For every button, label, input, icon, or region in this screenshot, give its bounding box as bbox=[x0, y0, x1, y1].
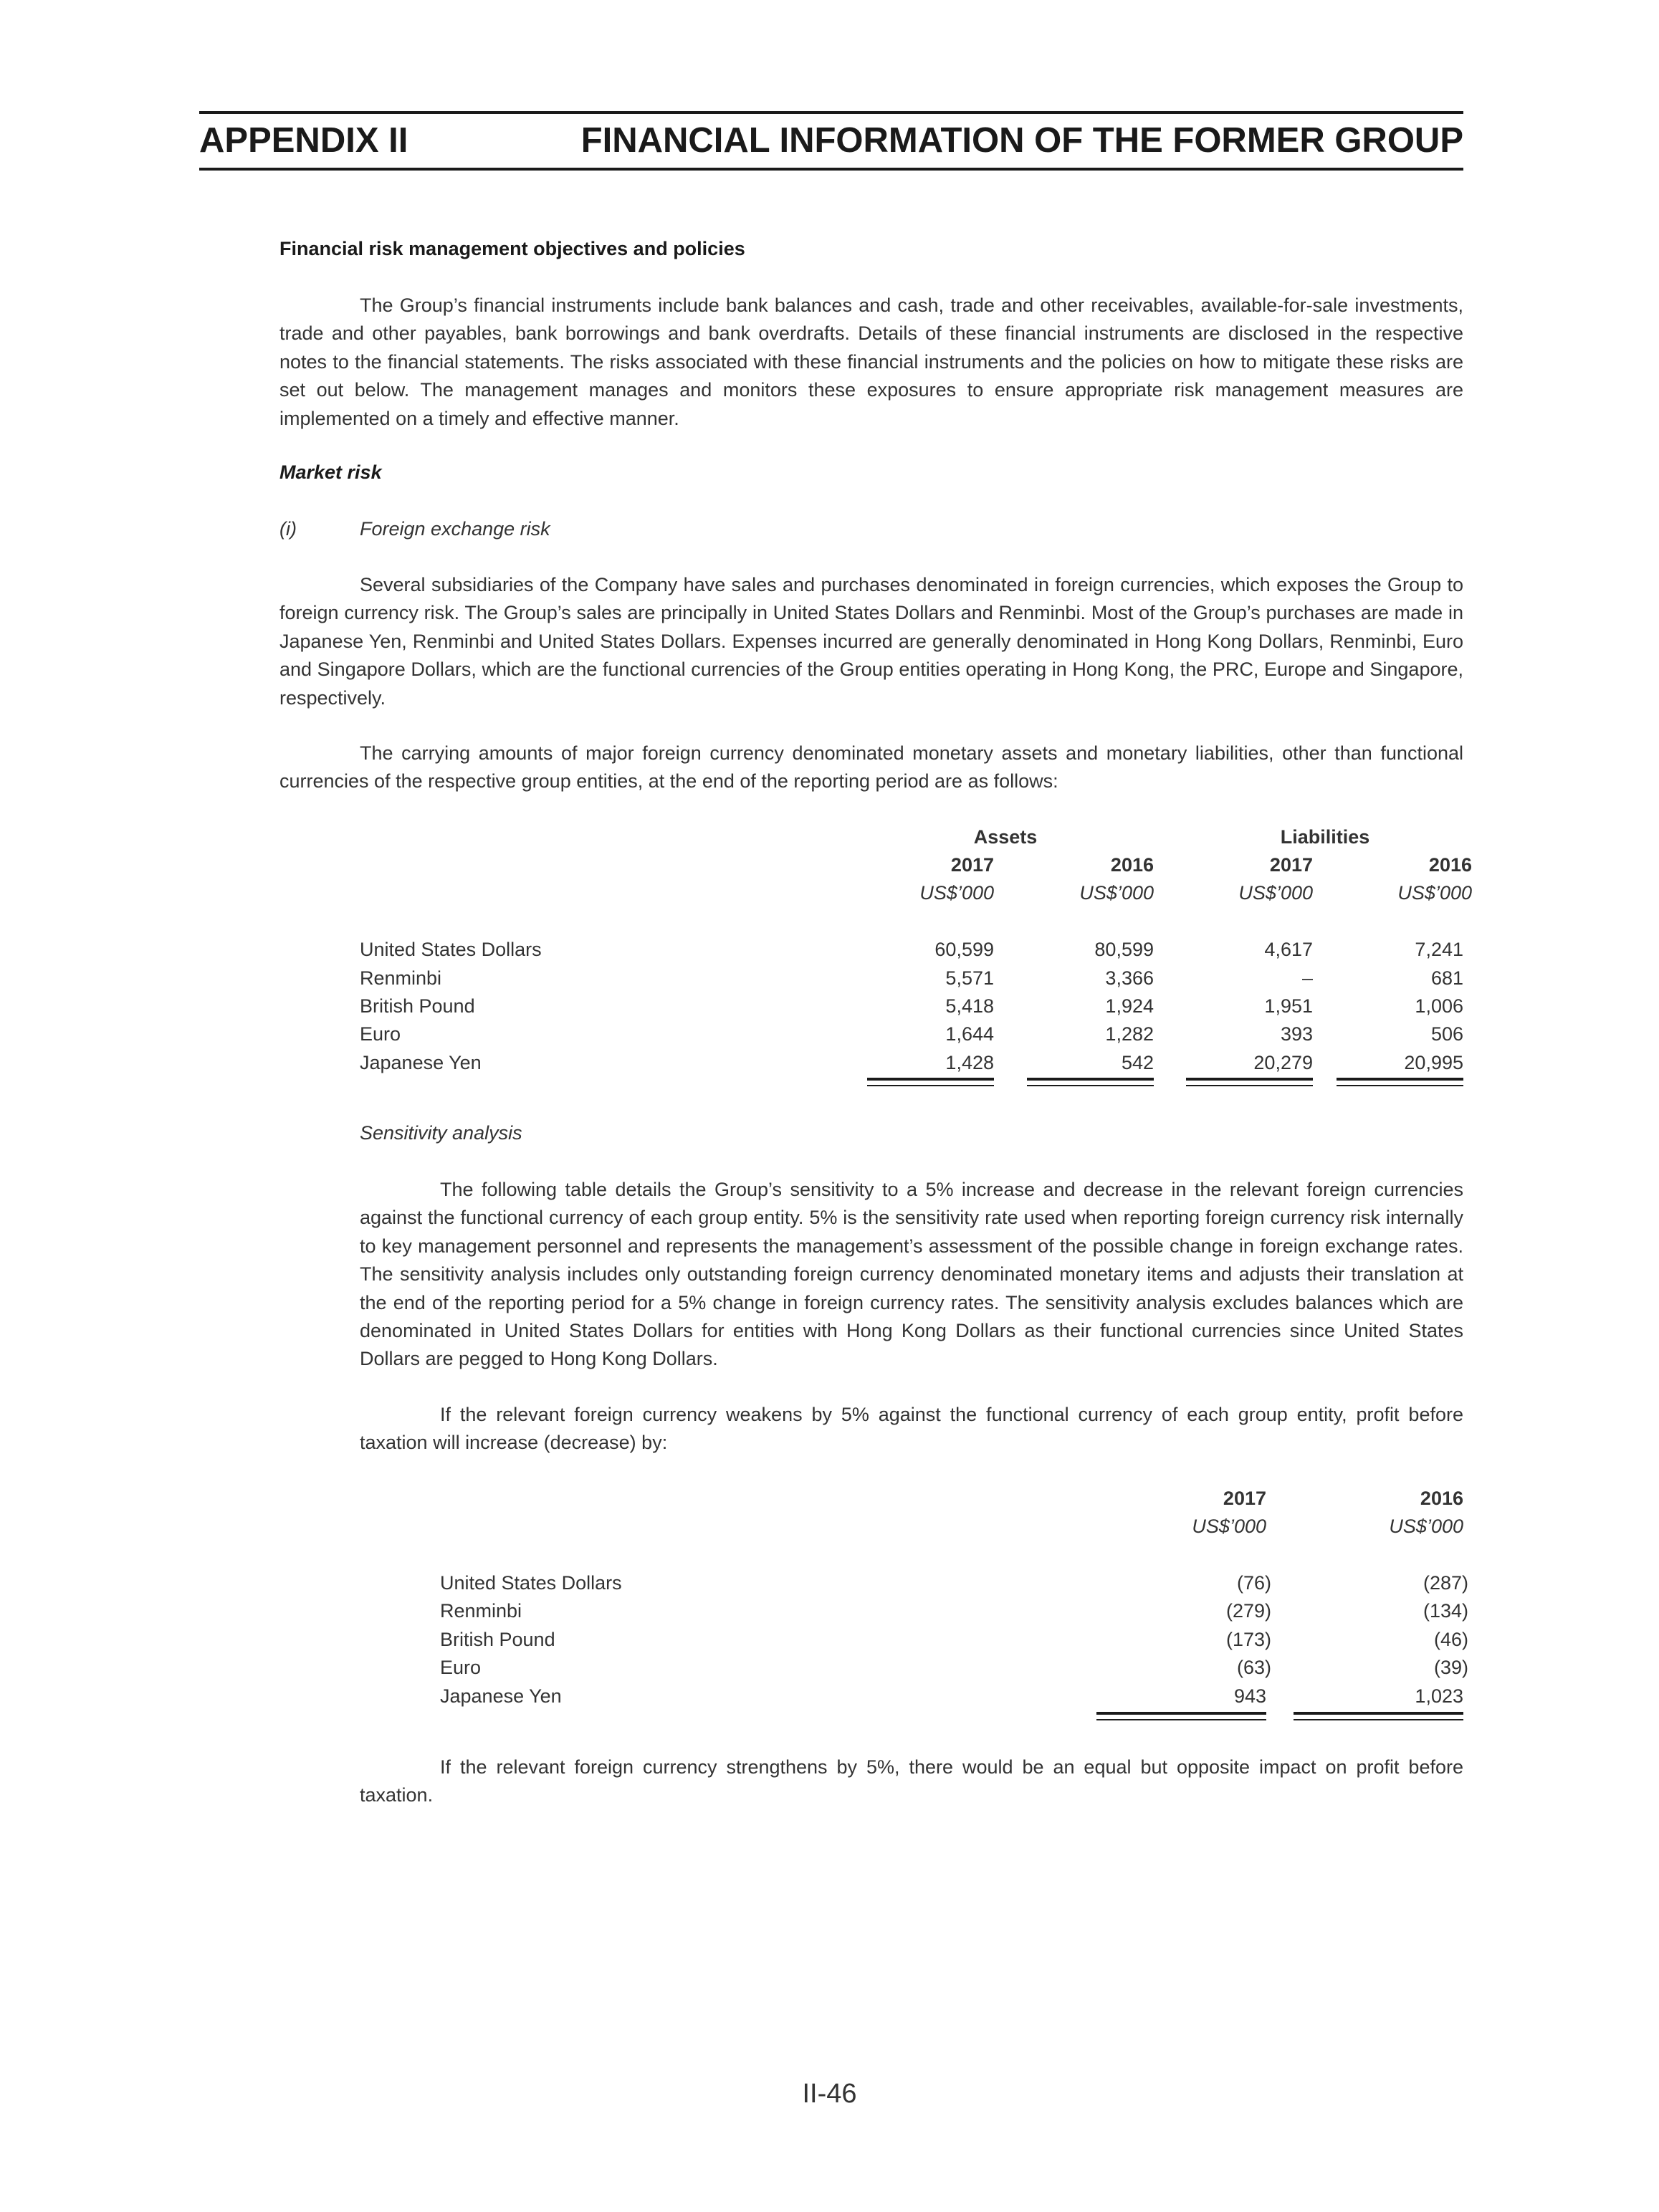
table-cell: (134) bbox=[1423, 1600, 1468, 1622]
fx-paragraph-1: Several subsidiaries of the Company have sales and purchases denominated in foreign currencies, which exposes the Group to foreign currency risk. The Group’s sales are principally in United States Dollars and Renminbi. Most of the Group’s purchases are made in Japanese Yen, Renminbi and United States Dollars. Expenses incurred are generally denominated in Hong Kong Dollars, Renminbi, Euro and Singapore Dollars, which are the functional currencies of the Group entities operating in Hong Kong, the PRC, Europe and Singapore, respectively. bbox=[279, 574, 1463, 709]
unit-header: US$’000 bbox=[1192, 1516, 1266, 1537]
fx-risk-number: (i) bbox=[279, 518, 297, 540]
unit-header: US$’000 bbox=[919, 882, 994, 904]
table-cell: 5,571 bbox=[945, 967, 994, 989]
intro-paragraph: The Group’s financial instruments include bank balances and cash, trade and other receivables, available-for-sale investments, trade and other payables, bank borrowings and bank overdrafts. Details of these financial instruments are disclosed in the respective notes to the financial statements. The risks associated with these financial instruments and the policies on how to mitigate these risks are set out below. The management manages and monitors these exposures to ensure appropriate risk management measures are implemented on a timely and effective manner. bbox=[279, 295, 1463, 429]
sensitivity-paragraph-2: If the relevant foreign currency weakens by 5% against the functional currency of each group entity, profit before taxation will increase (decrease) by: bbox=[360, 1404, 1463, 1454]
total-double-rule bbox=[1294, 1712, 1463, 1720]
row-label: United States Dollars bbox=[360, 939, 542, 960]
section-title: Financial risk management objectives and policies bbox=[279, 238, 745, 259]
table-cell: 1,023 bbox=[1415, 1685, 1463, 1707]
unit-header: US$’000 bbox=[1389, 1516, 1463, 1537]
table-cell: (63) bbox=[1236, 1657, 1271, 1678]
year-header: 2016 bbox=[1428, 854, 1472, 876]
table-cell: 60,599 bbox=[934, 939, 994, 960]
table-cell: 1,644 bbox=[945, 1023, 994, 1045]
year-header: 2017 bbox=[950, 854, 994, 876]
table-cell: 4,617 bbox=[1264, 939, 1313, 960]
table-cell: (279) bbox=[1225, 1600, 1271, 1622]
header-top-rule bbox=[199, 111, 1463, 114]
sensitivity-paragraph-1: The following table details the Group’s sensitivity to a 5% increase and decrease in the relevant foreign currencies against the functional currency of each group entity. 5% is the sensitivity rate used when reporting foreign currency risk internally to key management personnel and represents the management’s assessment of the possible change in foreign exchange rates. The sensitivity analysis includes only outstanding foreign currency denominated monetary items and adjusts their translation at the end of the reporting period for a 5% change in foreign currency rates. The sensitivity analysis excludes balances which are denominated in United States Dollars for entities with Hong Kong Dollars as their functional currencies since United States Dollars are pegged to Hong Kong Dollars. bbox=[360, 1179, 1463, 1370]
table-cell: 1,006 bbox=[1415, 995, 1463, 1017]
year-header: 2016 bbox=[1420, 1488, 1463, 1509]
table-cell: 80,599 bbox=[1094, 939, 1154, 960]
table-cell: 1,924 bbox=[1105, 995, 1154, 1017]
row-label: Renminbi bbox=[360, 967, 442, 989]
liabilities-group-header: Liabilities bbox=[1280, 826, 1370, 848]
row-label: British Pound bbox=[440, 1629, 555, 1650]
row-label: Japanese Yen bbox=[440, 1685, 562, 1707]
appendix-label: APPENDIX II bbox=[199, 121, 408, 160]
fx-risk-title: Foreign exchange risk bbox=[360, 518, 550, 540]
year-header: 2017 bbox=[1223, 1488, 1266, 1509]
table-cell: 20,279 bbox=[1253, 1052, 1313, 1073]
table-cell: – bbox=[1301, 967, 1313, 989]
table-cell: (76) bbox=[1236, 1572, 1271, 1594]
table-cell: 393 bbox=[1280, 1023, 1313, 1045]
row-label: Japanese Yen bbox=[360, 1052, 482, 1073]
year-header: 2017 bbox=[1269, 854, 1313, 876]
table-cell: 7,241 bbox=[1415, 939, 1463, 960]
table-cell: 5,418 bbox=[945, 995, 994, 1017]
table-cell: (173) bbox=[1225, 1629, 1271, 1650]
table-cell: 542 bbox=[1121, 1052, 1154, 1073]
table-cell: 1,951 bbox=[1264, 995, 1313, 1017]
total-double-rule bbox=[1337, 1078, 1463, 1086]
total-double-rule bbox=[1186, 1078, 1313, 1086]
table-cell: 1,428 bbox=[945, 1052, 994, 1073]
table-cell: (39) bbox=[1433, 1657, 1468, 1678]
table-cell: 681 bbox=[1430, 967, 1463, 989]
total-double-rule bbox=[1027, 1078, 1154, 1086]
row-label: Euro bbox=[440, 1657, 482, 1678]
sensitivity-heading: Sensitivity analysis bbox=[360, 1122, 522, 1144]
page-header-title: FINANCIAL INFORMATION OF THE FORMER GROUP bbox=[580, 121, 1463, 160]
row-label: Euro bbox=[360, 1023, 401, 1045]
row-label: British Pound bbox=[360, 995, 475, 1017]
year-header: 2016 bbox=[1110, 854, 1154, 876]
page-number: II-46 bbox=[802, 2079, 857, 2109]
row-label: United States Dollars bbox=[440, 1572, 622, 1594]
unit-header: US$’000 bbox=[1397, 882, 1472, 904]
table-cell: (46) bbox=[1433, 1629, 1468, 1650]
table-cell: (287) bbox=[1423, 1572, 1468, 1594]
fx-paragraph-2: The carrying amounts of major foreign currency denominated monetary assets and monetary liabilities, other than functional currencies of the respective group entities, at the end of the reporting period are as follows: bbox=[279, 742, 1463, 793]
assets-group-header: Assets bbox=[973, 826, 1038, 848]
table-cell: 20,995 bbox=[1404, 1052, 1463, 1073]
table-cell: 506 bbox=[1430, 1023, 1463, 1045]
closing-paragraph: If the relevant foreign currency strengthens by 5%, there would be an equal but opposite impact on profit before taxation. bbox=[360, 1756, 1463, 1806]
row-label: Renminbi bbox=[440, 1600, 522, 1622]
total-double-rule bbox=[867, 1078, 994, 1086]
market-risk-heading: Market risk bbox=[279, 461, 382, 483]
unit-header: US$’000 bbox=[1238, 882, 1313, 904]
unit-header: US$’000 bbox=[1079, 882, 1154, 904]
header-bottom-rule bbox=[199, 168, 1463, 171]
total-double-rule bbox=[1096, 1712, 1266, 1720]
table-cell: 943 bbox=[1233, 1685, 1266, 1707]
table-cell: 1,282 bbox=[1105, 1023, 1154, 1045]
table-cell: 3,366 bbox=[1105, 967, 1154, 989]
